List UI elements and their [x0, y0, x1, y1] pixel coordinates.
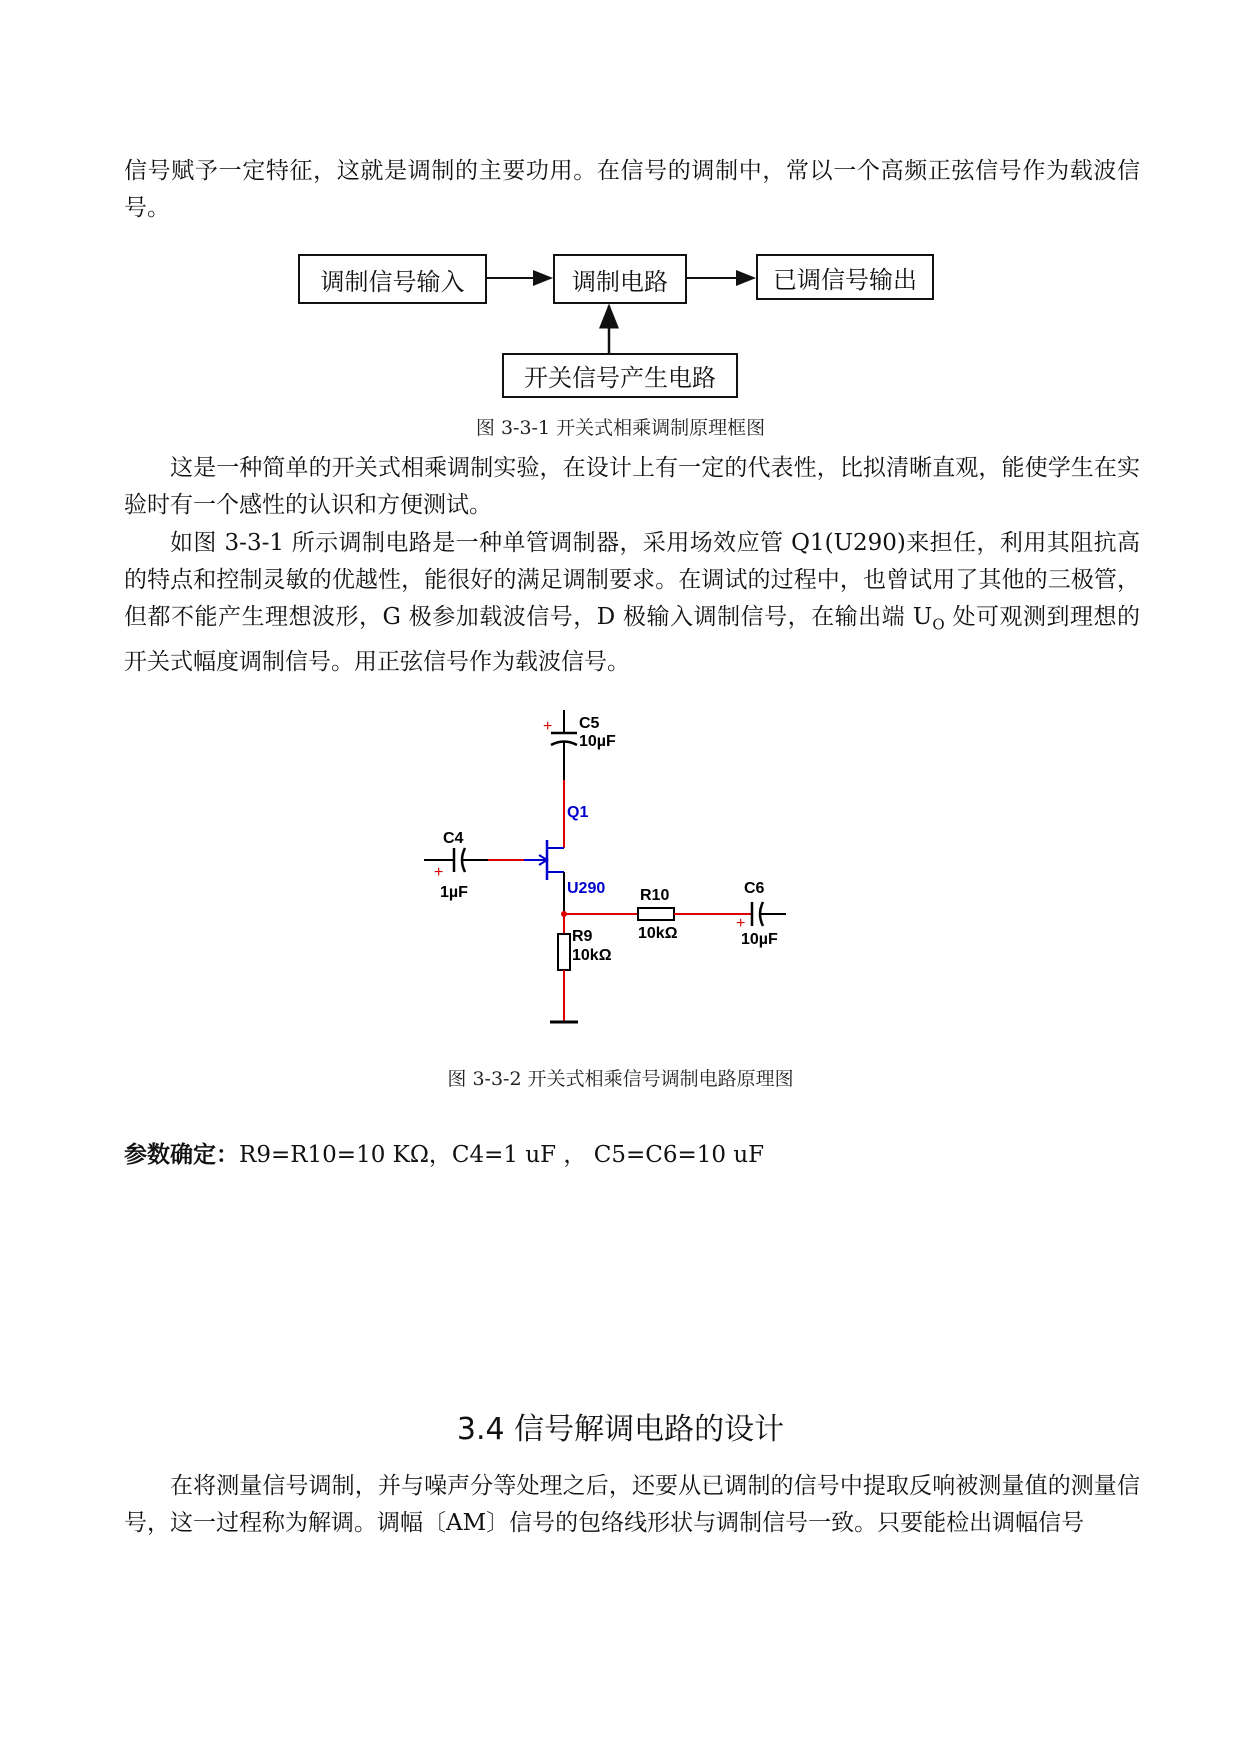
c6-plus-sign: +	[736, 915, 746, 932]
block-modulated-output: 已调信号输出	[756, 254, 934, 300]
block-modulating-input: 调制信号输入	[298, 254, 487, 304]
paragraph-circuit-description: 如图 3-3-1 所示调制电路是一种单管调制器，采用场效应管 Q1(U290)来担任，利用其阻抗高的特点和控制灵敏的优越性，能很好的满足调制要求。在调试的过程中，也曾试用了其他的三极管，但都不能产生理想波形，G 极参加载波信号，D 极输入调制信号，在输出端 $U_O$ 处可观测到理想的开关式幅度调制信号。用正弦信号作为载波信号。	[124, 530, 1140, 675]
section-heading: 3.4 信号解调电路的设计	[456, 1412, 785, 1447]
r10-value: 10kΩ	[638, 925, 678, 942]
r10-label: R10	[640, 887, 670, 904]
c5-value: 10µF	[579, 733, 616, 750]
c4-plus-sign: +	[434, 864, 444, 881]
c6-value: 10µF	[741, 931, 778, 948]
paragraph-demodulation: 在将测量信号调制，并与噪声分等处理之后，还要从已调制的信号中提取反响被测量值的测量信号，这一过程称为解调。调幅〔AM〕信号的包络线形状与调制信号一致。只要能检出调幅信号	[124, 1473, 1140, 1536]
capacitor-c5	[551, 710, 577, 780]
q1-model: U290	[567, 880, 606, 897]
block-modulator: 调制电路	[553, 254, 687, 304]
c4-value: 1µF	[440, 884, 468, 901]
c6-label: C6	[744, 880, 765, 897]
r9-value: 10kΩ	[572, 947, 612, 964]
block-switch-generator: 开关信号产生电路	[502, 353, 738, 398]
paragraph-experiment: 这是一种简单的开关式相乘调制实验，在设计上有一定的代表性，比拟清晰直观，能使学生在实验时有一个感性的认识和方便测试。	[124, 455, 1140, 518]
q1-label: Q1	[567, 804, 589, 821]
capacitor-c6	[752, 902, 786, 926]
c5-label: C5	[579, 715, 600, 732]
transistor-q1	[524, 840, 564, 880]
figure-caption-1: 图 3-3-1 开关式相乘调制原理框图	[475, 417, 766, 439]
figure-caption-2: 图 3-3-2 开关式相乘信号调制电路原理图	[447, 1068, 794, 1090]
resistor-r9	[558, 934, 570, 970]
r9-label: R9	[572, 928, 593, 945]
c4-label: C4	[443, 830, 464, 847]
resistor-r10	[638, 908, 674, 920]
c5-plus-sign: +	[543, 718, 553, 735]
paragraph-intro: 信号赋予一定特征，这就是调制的主要功用。在信号的调制中，常以一个高频正弦信号作为载波信号。	[124, 158, 1140, 221]
parameter-line: 参数确定：R9=R10=10 KΩ，C4=1 uF ， C5=C6=10 uF	[124, 1141, 765, 1168]
